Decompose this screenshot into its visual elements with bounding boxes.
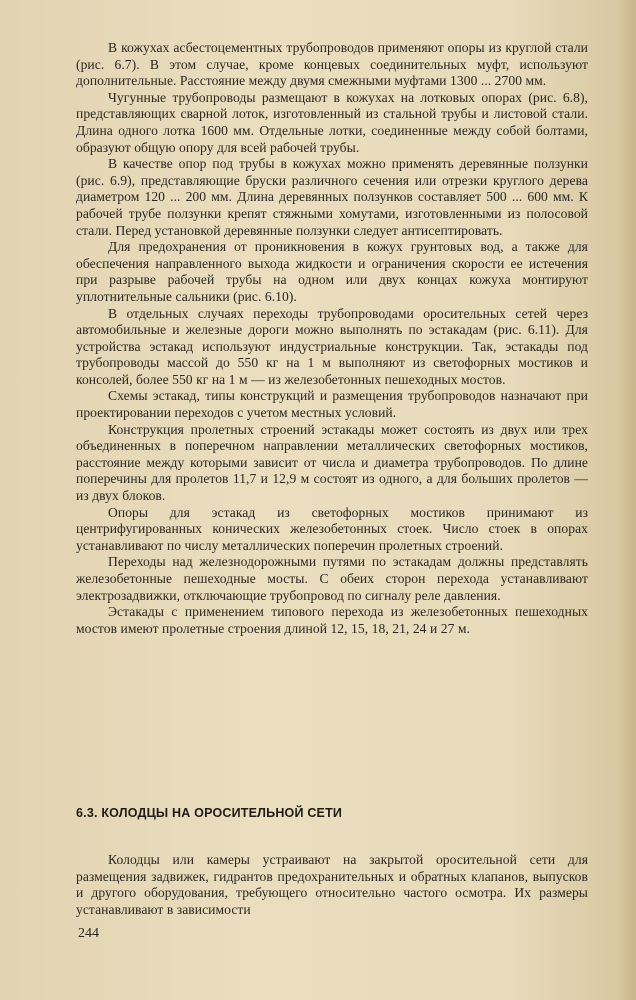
- paragraph-cast-iron-pipes: Чугунные трубопроводы размещают в кожухах на лотковых опорах (рис. 6.8), представляющих сварной лоток, изготовленный из стальной трубы и листовой стали. Длина одного лотка 1600 мм. Отдельные лотки, соединенные между собой болтами, образуют общую опору для всей рабочей трубы.: [76, 89, 588, 155]
- paragraph-railway-crossings: Переходы над железнодорожными путями по эстакадам должны представлять железобетонные пешеходные мосты. С обеих сторон перехода устанавливают электрозадвижки, отключающие трубопровод по сигналу реле давления.: [76, 554, 588, 603]
- paragraph-overpass-supports: Опоры для эстакад из светофорных мостиков принимают из центрифугированных конических железобетонных стоек. Число стоек в опорах устанавливают по числу металлических поперечин пролетных строений.: [76, 504, 588, 553]
- section-heading: 6.3. КОЛОДЦЫ НА ОРОСИТЕЛЬНОЙ СЕТИ: [76, 806, 343, 820]
- paragraph-seals: Для предохранения от проникновения в кожух грунтовых вод, а также для обеспечения направленного выхода жидкости и ограничения скорости ее истечения при разрыве рабочей трубы на одном или двух концах кожуха монтируют уплотнительные сальники (рис. 6.10).: [76, 239, 588, 304]
- page-number: 244: [78, 926, 99, 941]
- paragraph-wooden-sliders: В качестве опор под трубы в кожухах можно применять деревянные ползунки (рис. 6.9), представляющие бруски различного сечения или отрезки круглого дерева диаметром 120 ... 200 мм. Длина деревянных ползунков составляет 500 ... 600 мм. К рабочей трубе ползунки крепят стяжными хомутами, изготовленными из полосовой стали. Перед установкой деревянные ползунки следует антисептировать.: [76, 156, 588, 238]
- section-body: [76, 852, 588, 918]
- paragraph-span-lengths: Эстакады с применением типового перехода из железобетонных пешеходных мостов имеют пролетные строения длиной 12, 15, 18, 21, 24 и 27 м.: [76, 604, 588, 636]
- paragraph-asbestos-supports: В кожухах асбестоцементных трубопроводов применяют опоры из круглой стали (рис. 6.7). В этом случае, кроме концевых соединительных муфт, используют дополнительные. Расстояние между двумя смежными муфтами 1300 ... 2700 мм.: [76, 40, 588, 89]
- paragraph-span-structures: Конструкция пролетных строений эстакады может состоять из двух или трех объединенных в поперечном направлении металлических светофорных мостиков, расстояние между которыми зависит от числа и диаметра трубопроводов. По длине поперечины для пролетов 11,7 и 12,9 м состоят из одного, а для больших пролетов — из двух блоков.: [76, 421, 588, 504]
- paragraph-wells: Колодцы или камеры устраивают на закрытой оросительной сети для размещения задвижек, гидрантов предохранительных и обратных клапанов, выпусков и другого оборудования, требующего относительно частого осмотра. Их размеры устанавливают в зависимости: [76, 852, 588, 917]
- paragraph-overpass-schemes: Схемы эстакад, типы конструкций и размещения трубопроводов назначают при проектировании переходов с учетом местных условий.: [76, 388, 588, 421]
- body-text: [76, 40, 588, 637]
- paragraph-overpasses: В отдельных случаях переходы трубопроводами оросительных сетей через автомобильные и железные дороги можно выполнять по эстакадам (рис. 6.11). Для устройства эстакад используют индустриальные конструкции. Так, эстакады под трубопроводы массой до 550 кг на 1 м выполняют из светофорных мостиков и консолей, более 550 кг на 1 м — из железобетонных пешеходных мостов.: [76, 305, 588, 387]
